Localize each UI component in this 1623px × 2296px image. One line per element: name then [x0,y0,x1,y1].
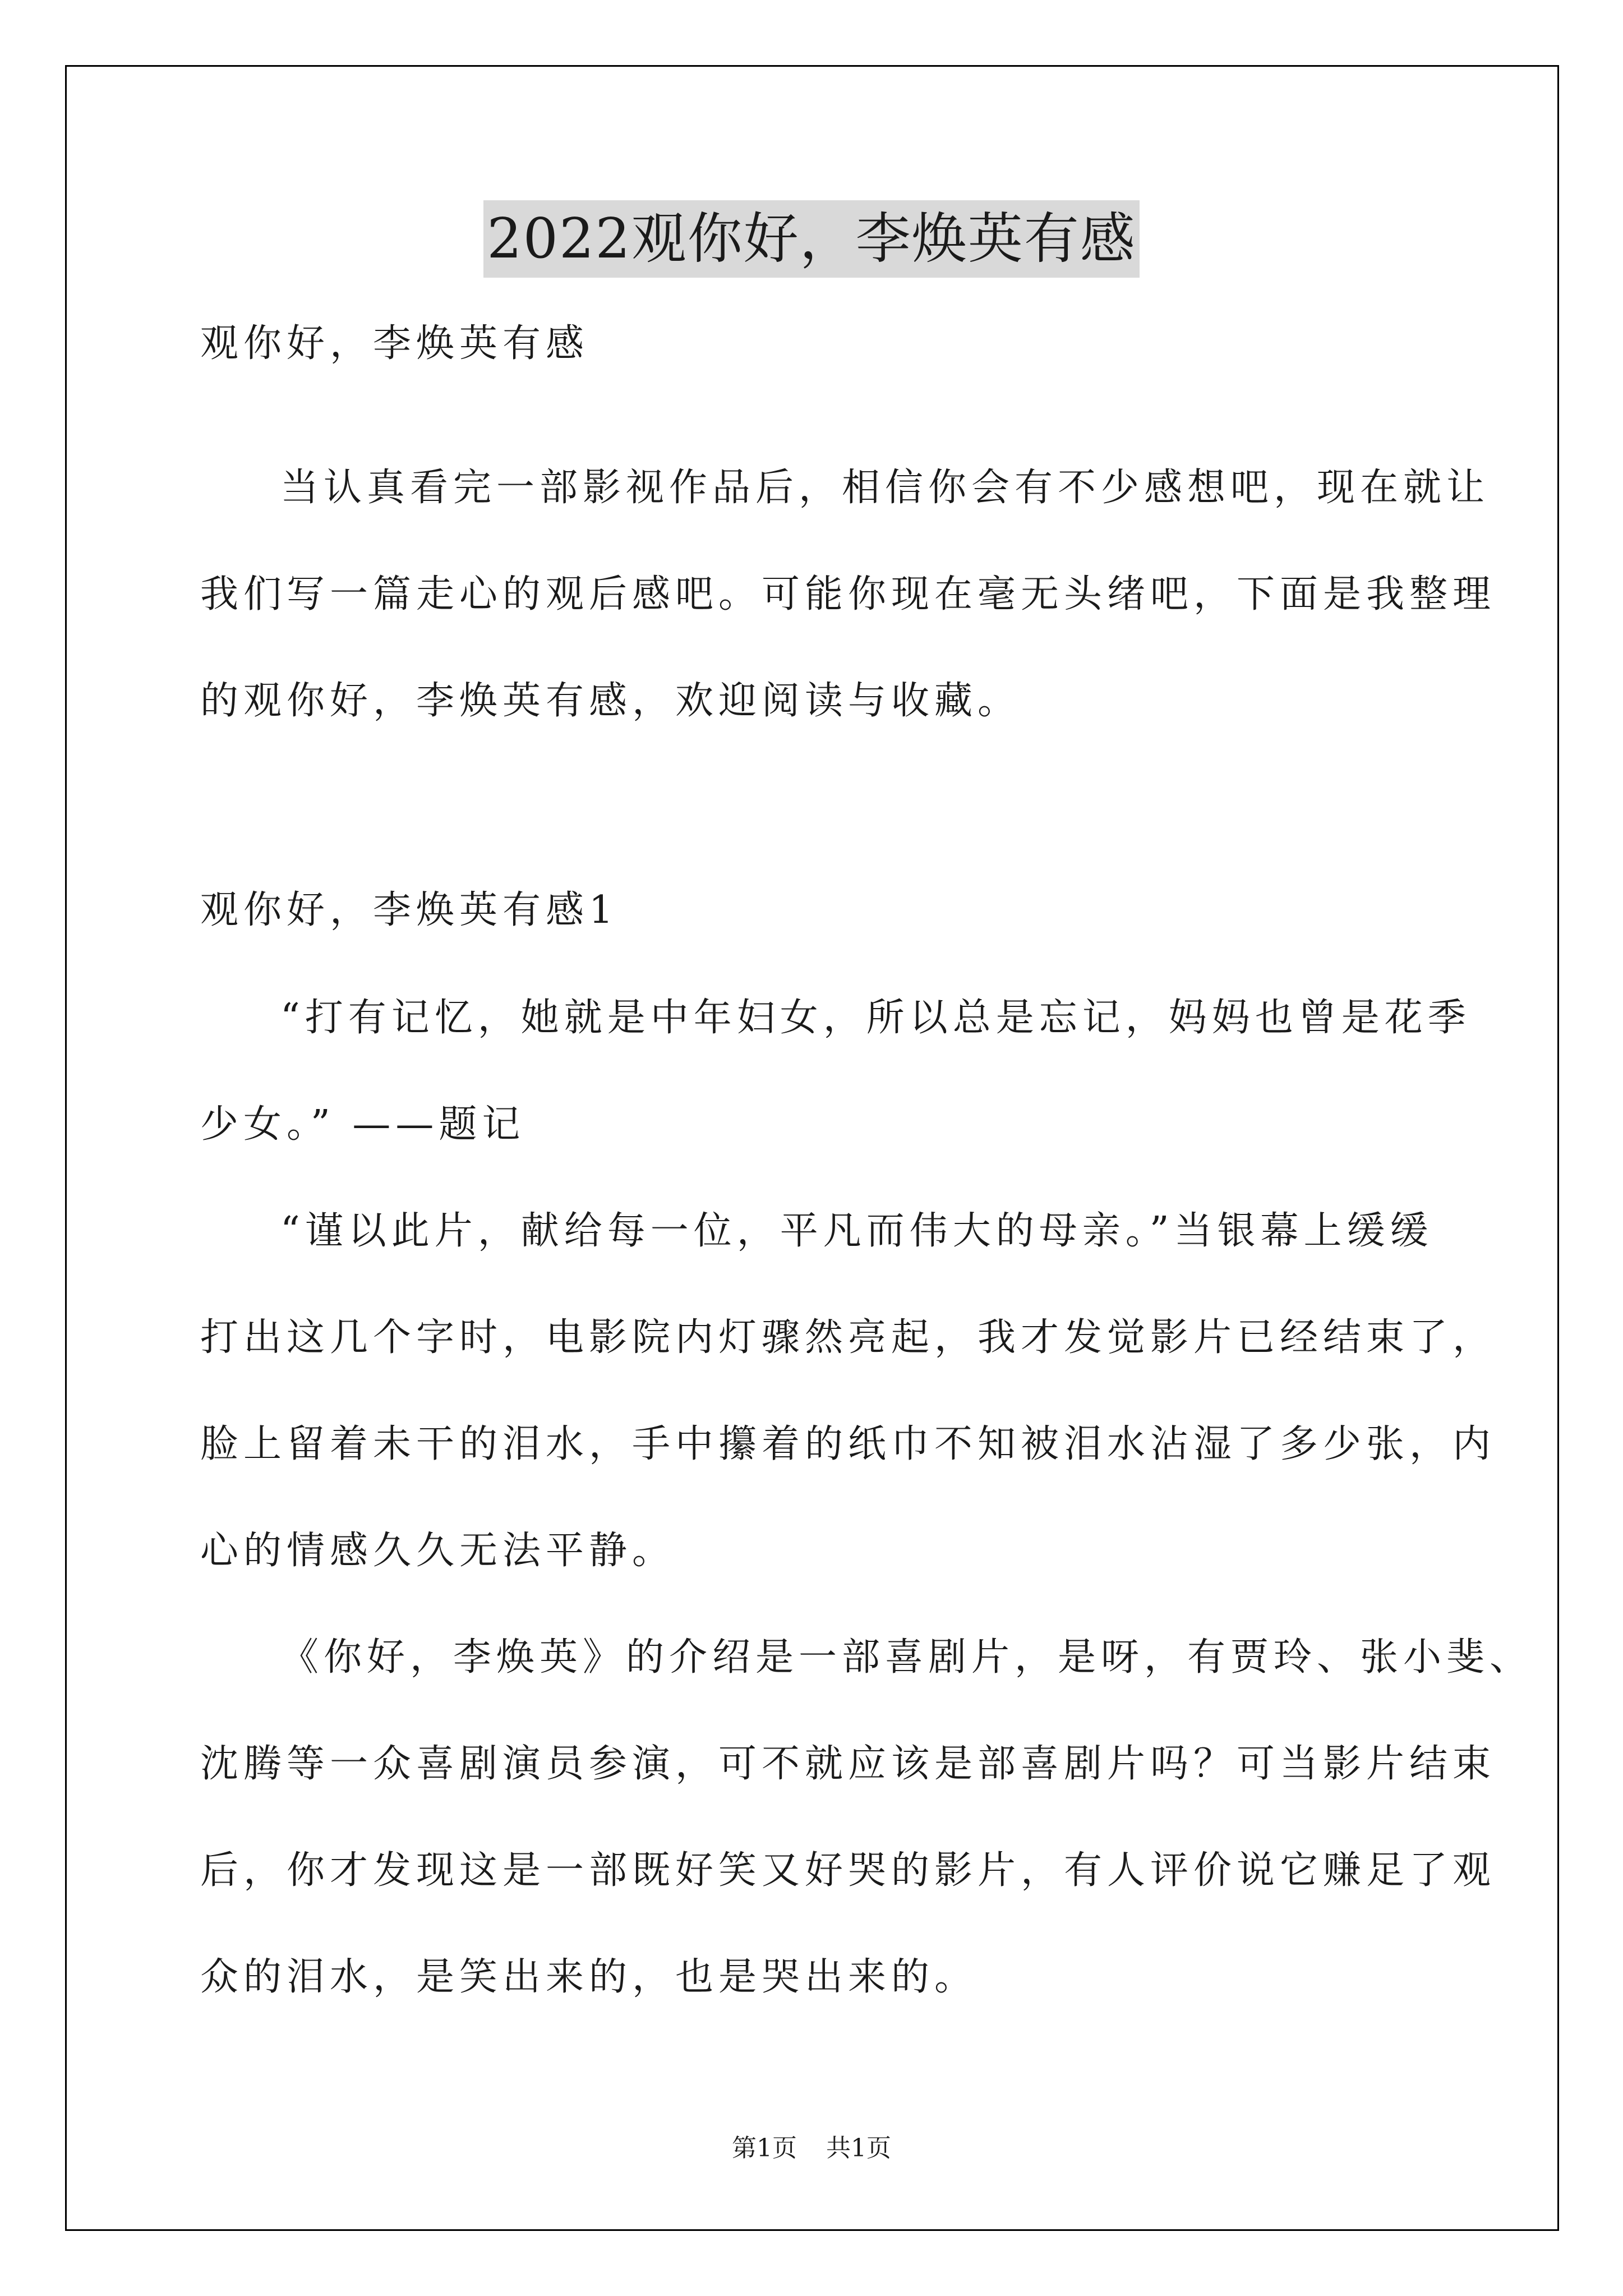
paragraph-line: “打有记忆，她就是中年妇女，所以总是忘记，妈妈也曾是花季 [280,996,1471,1040]
paragraph-line: 我们写一篇走心的观后感吧。可能你现在毫无头绪吧，下面是我整理 [200,572,1496,616]
paragraph-line: 众的泪水，是笑出来的，也是哭出来的。 [200,1955,978,1999]
title-container [0,200,1623,278]
paragraph-line: 的观你好，李焕英有感，欢迎阅读与收藏。 [200,679,1021,723]
paragraph-line: “谨以此片，献给每一位，平凡而伟大的母亲。”当银幕上缓缓 [280,1209,1433,1253]
paragraph-line: 心的情感久久无法平静。 [200,1529,676,1573]
page-number: 第1页 [732,2134,797,2162]
paragraph-line: 当认真看完一部影视作品后，相信你会有不少感想吧，现在就让 [280,466,1490,510]
paragraph-line: 沈腾等一众喜剧演员参演，可不就应该是部喜剧片吗？可当影片结束 [200,1742,1496,1786]
paragraph-line: 后，你才发现这是一部既好笑又好哭的影片，有人评价说它赚足了观 [200,1848,1496,1893]
paragraph-line: 脸上留着未干的泪水，手中攥着的纸巾不知被泪水沾湿了多少张，内 [200,1422,1496,1466]
section-heading: 观你好，李焕英有感1 [200,888,619,932]
paragraph-line: 少女。” ——题记 [200,1102,525,1147]
section-heading: 观你好，李焕英有感 [200,321,589,366]
document-title: 2022观你好，李焕英有感 [483,200,1139,278]
page-footer [0,2132,1623,2165]
paragraph-line: 打出这几个字时，电影院内灯骤然亮起，我才发觉影片已经结束了， [200,1315,1496,1360]
page-total: 共1页 [826,2134,891,2162]
paragraph-line: 《你好，李焕英》的介绍是一部喜剧片，是呀，有贾玲、张小斐、 [280,1635,1533,1680]
